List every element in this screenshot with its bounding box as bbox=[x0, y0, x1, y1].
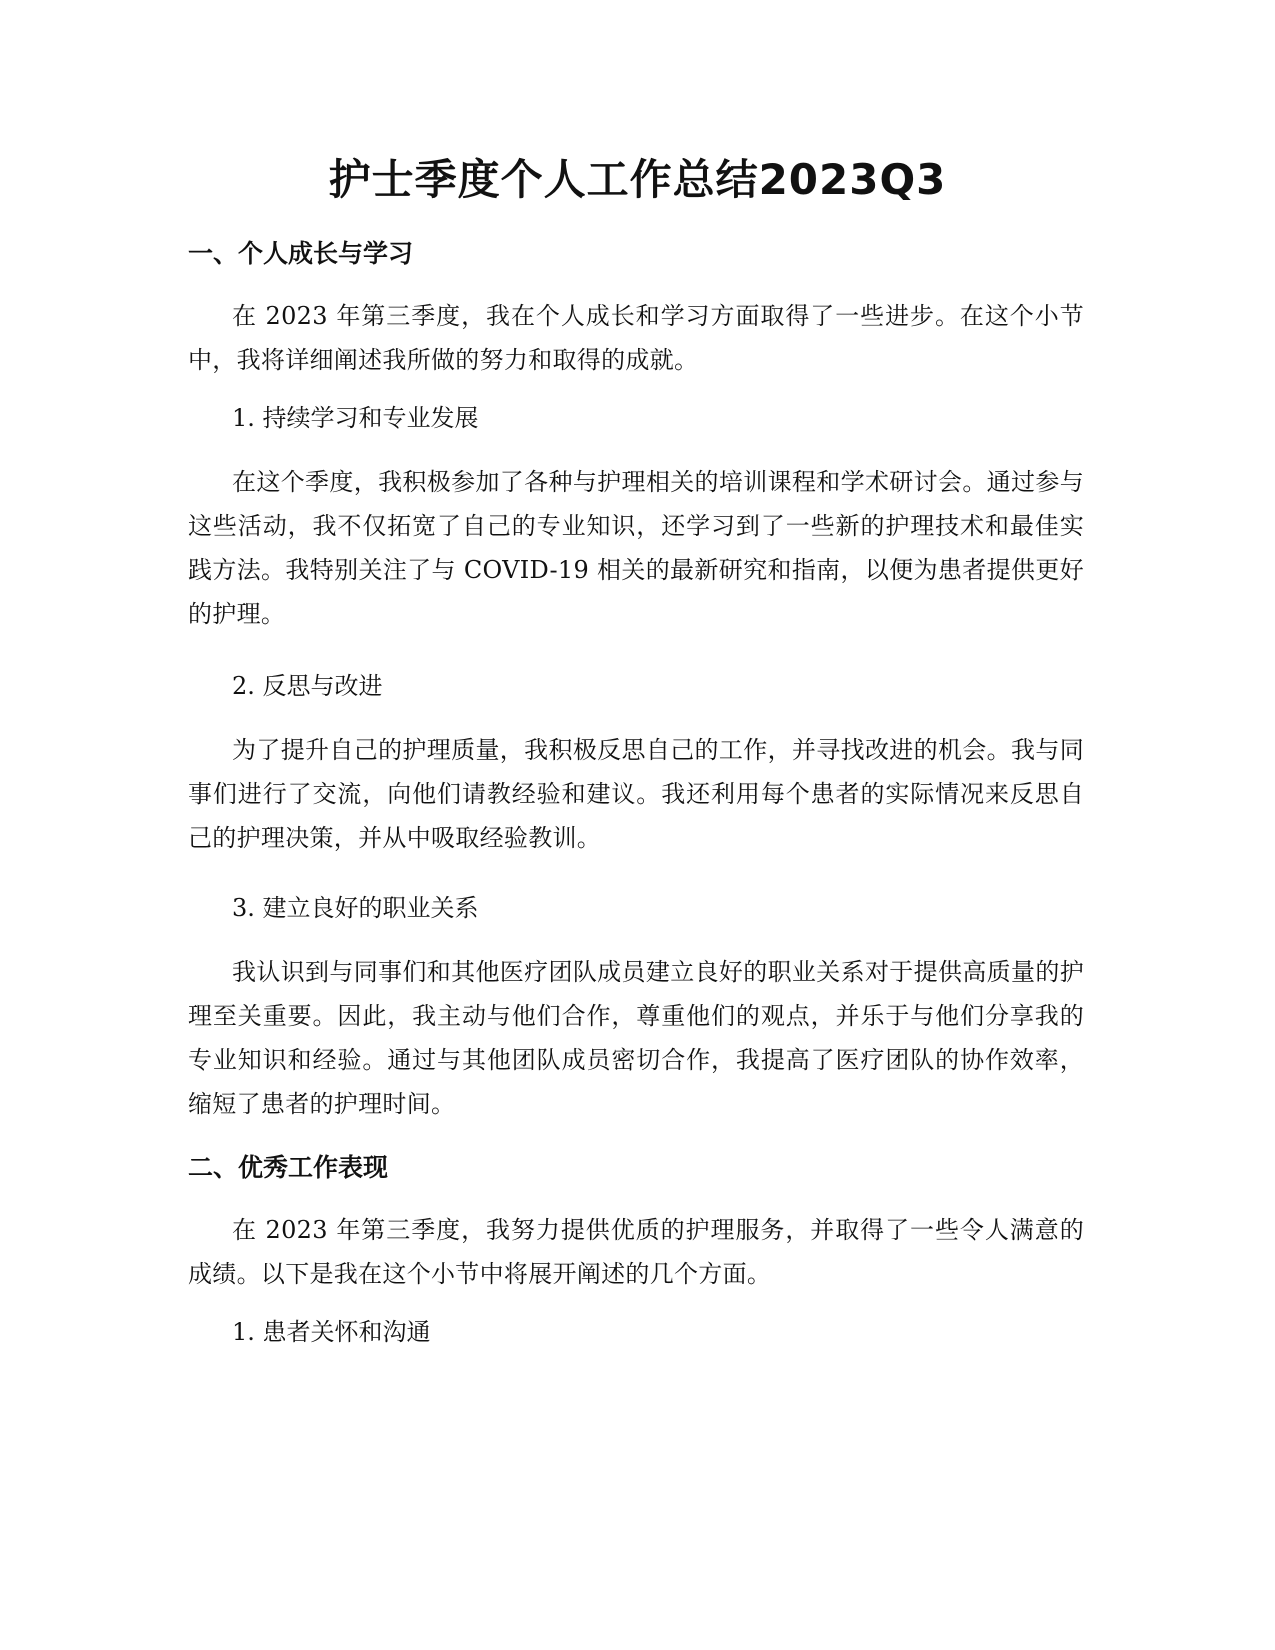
section-intro-personal-growth: 在 2023 年第三季度，我在个人成长和学习方面取得了一些进步。在这个小节中，我将详细阐述我所做的努力和取得的成就。 bbox=[188, 302, 1084, 374]
list-item-professional-relationships: 3. 建立良好的职业关系 bbox=[232, 894, 479, 922]
section-intro-work-performance: 在 2023 年第三季度，我努力提供优质的护理服务，并取得了一些令人满意的成绩。以下是我在这个小节中将展开阐述的几个方面。 bbox=[188, 1216, 1084, 1288]
paragraph-professional-relationships: 我认识到与同事们和其他医疗团队成员建立良好的职业关系对于提供高质量的护理至关重要。因此，我主动与他们合作，尊重他们的观点，并乐于与他们分享我的专业知识和经验。通过与其他团队成员密切合作，我提高了医疗团队的协作效率，缩短了患者的护理时间。 bbox=[188, 958, 1084, 1118]
list-item-continuous-learning: 1. 持续学习和专业发展 bbox=[232, 404, 479, 432]
document-title: 护士季度个人工作总结2023Q3 bbox=[328, 155, 947, 204]
section-heading-work-performance: 二、优秀工作表现 bbox=[188, 1153, 389, 1182]
paragraph-reflection: 为了提升自己的护理质量，我积极反思自己的工作，并寻找改进的机会。我与同事们进行了交流，向他们请教经验和建议。我还利用每个患者的实际情况来反思自己的护理决策，并从中吸取经验教训。 bbox=[188, 736, 1084, 852]
section-heading-personal-growth: 一、个人成长与学习 bbox=[188, 239, 414, 268]
list-item-patient-care: 1. 患者关怀和沟通 bbox=[232, 1318, 431, 1346]
paragraph-continuous-learning: 在这个季度，我积极参加了各种与护理相关的培训课程和学术研讨会。通过参与这些活动，我不仅拓宽了自己的专业知识，还学习到了一些新的护理技术和最佳实践方法。我特别关注了与 COVID-19 相关的最新研究和指南，以便为患者提供更好的护理。 bbox=[188, 468, 1084, 628]
list-item-reflection: 2. 反思与改进 bbox=[232, 672, 383, 700]
